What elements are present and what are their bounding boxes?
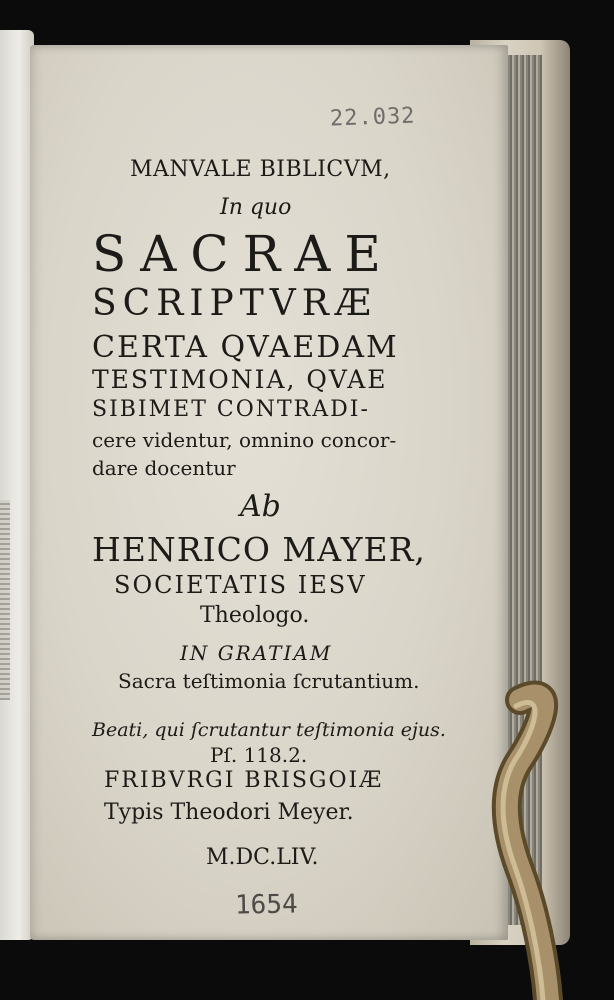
author-society: SOCIETATIS IESV [114, 571, 367, 599]
title-line-9: dare docentur [92, 456, 236, 480]
handwritten-year: 1654 [234, 889, 298, 921]
title-line-4: SCRIPTVRÆ [92, 283, 377, 324]
epigraph-reference: Pſ. 118.2. [210, 743, 308, 767]
imprint-printer: Typis Theodori Meyer. [104, 800, 354, 825]
handwritten-shelfmark: 22.032 [329, 103, 416, 132]
title-line-5: CERTA QVAEDAM [92, 330, 399, 365]
author-role: Theologo. [200, 603, 310, 628]
facing-page-edge [0, 30, 34, 940]
imprint-place: FRIBVRGI BRISGOIÆ [104, 768, 384, 793]
title-line-1: MANVALE BIBLICVM, [130, 157, 391, 182]
epigraph-text: Beati, qui ſcrutantur teſtimonia ejus. [92, 719, 446, 741]
dedication-text: Sacra teſtimonia ſcrutantium. [118, 669, 420, 693]
facing-page-print-bleed [0, 500, 10, 700]
title-line-8: cere videntur, omnino concor- [92, 428, 397, 452]
title-line-7: SIBIMET CONTRADI- [92, 397, 370, 422]
title-line-6: TESTIMONIA, QVAE [92, 365, 388, 394]
imprint-date: M.DC.LIV. [206, 845, 319, 870]
title-page [30, 45, 508, 940]
title-line-2: In quo [220, 195, 292, 220]
author-name: HENRICO MAYER, [92, 530, 426, 569]
dedication-heading: IN GRATIAM [180, 641, 333, 665]
author-preposition: Ab [240, 489, 281, 524]
title-line-3: SACRAE [92, 225, 395, 283]
